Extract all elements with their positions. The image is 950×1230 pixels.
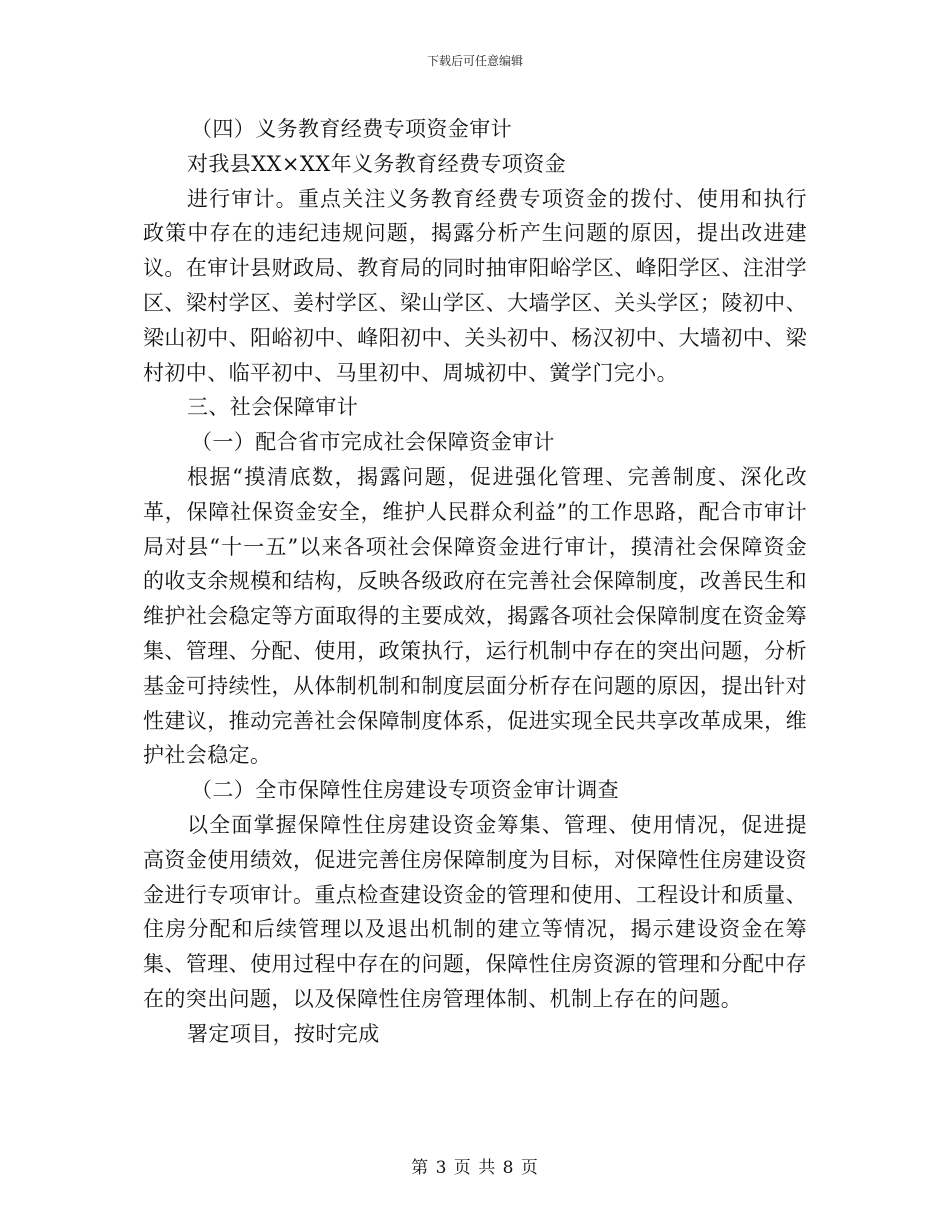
subsection-heading-housing-audit: （二）全市保障性住房建设专项资金审计调查 [191,778,619,803]
page-header: 下载后可任意编辑 [426,54,523,68]
page-footer: 第 3 页 共 8 页 [411,1158,539,1178]
subsection-heading-social-security-funds: （一）配合省市完成社会保障资金审计 [191,430,555,455]
paragraph-education-audit-details: 进行审计。重点关注义务教育经费专项资金的拨付、使用和执行政策中存在的违纪违规问题，揭露分析产生问题的原因，提出改进建议。在审计县财政局、教育局的同时抽审阳峪学区、峰阳学区、注泔学区、梁村学区、姜村学区、梁山学区、大墙学区、关头学区；陵初中、梁山初中、阳峪初中、峰阳初中、关头初中、杨汉初中、大墙初中、梁村初中、临平初中、马里初中、周城初中、黉学门完小。 [143,186,807,385]
section-heading-compulsory-education-audit: （四）义务教育经费专项资金审计 [191,117,512,141]
paragraph-project-completion: 署定项目，按时完成 [187,1021,380,1046]
paragraph-housing-audit-details: 以全面掌握保障性住房建设资金筹集、管理、使用情况，促进提高资金使用绩效，促进完善住房保障制度为目标，对保障性住房建设资金进行专项审计。重点检查建设资金的管理和使用、工程设计和质量、住房分配和后续管理以及退出机制的建立等情况，揭示建设资金在筹集、管理、使用过程中存在的问题，保障性住房资源的管理和分配中存在的突出问题，以及保障性住房管理体制、机制上存在的问题。 [143,812,807,1011]
paragraph-social-security-details: 根据“摸清底数，揭露问题，促进强化管理、完善制度、深化改革，保障社保资金安全，维护人民群众利益”的工作思路，配合市审计局对县“十一五”以来各项社会保障资金进行审计，摸清社会保障资金的收支余规模和结构，反映各级政府在完善社会保障制度，改善民生和维护社会稳定等方面取得的主要成效，揭露各项社会保障制度在资金筹集、管理、分配、使用，政策执行，运行机制中存在的突出问题，分析基金可持续性，从体制机制和制度层面分析存在问题的原因，提出针对性建议，推动完善社会保障制度体系，促进实现全民共享改革成果，维护社会稳定。 [143,464,807,768]
section-heading-social-security-audit: 三、社会保障审计 [187,395,359,420]
document-body [143,112,807,1052]
paragraph-audit-target: 对我县XX×XX年义务教育经费专项资金 [187,151,566,176]
